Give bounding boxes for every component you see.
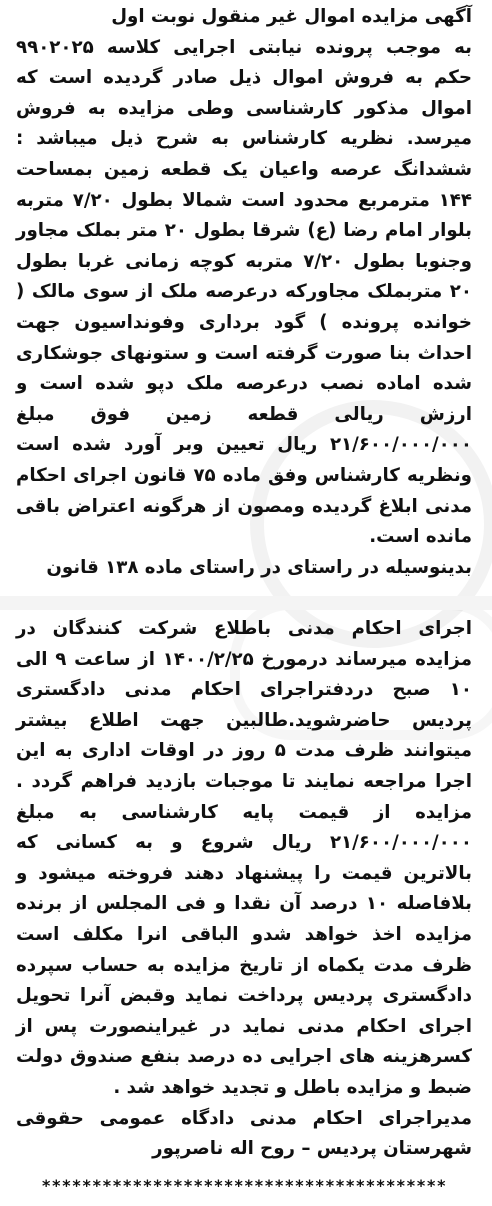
- footer-stars: ****************************************: [41, 1176, 447, 1195]
- notice-signature: مدیراجرای احکام مدنی دادگاه عمومی حقوقی شهرستان پردیس – روح اله ناصرپور: [16, 1107, 472, 1160]
- notice-column-top: [16, 2, 472, 583]
- notice-body-part-2: اجرای احکام مدنی باطلاع شرکت کنندگان در مزایده میرساند درمورخ ۱۴۰۰/۲/۲۵ از ساعت ۹ الی ۱۰ صبح دردفتراجرای احکام مدنی دادگستری پردیس حاضرشوید.طالبین جهت اطلاع بیشتر میتوانند ظرف مدت ۵ روز در اوقات اداری به این اجرا مراجعه نمایند تا موجبات بازدید فراهم گردد . مزایده از قیمت پایه کارشناسی به مبلغ ۲۱/۶۰۰/۰۰۰/۰۰۰ ریال شروع و به کسانی که بالاترین قیمت را پیشنهاد دهند فروخته میشود و بلافاصله ۱۰ درصد آن نقدا و فی المجلس از برنده مزایده اخذ خواهد شدو الباقی انرا مکلف است ظرف مدت یکماه از تاریخ مزایده به حساب سپرده دادگستری پردیس پرداخت نماید وقبض آنرا تحویل اجرای احکام مدنی نماید در غیراینصورت پس از کسرهزینه های اجرایی ده درصد بنفع صندوق دولت ضبط و مزایده باطل و تجدید خواهد شد .: [16, 618, 473, 1098]
- notice-title: آگهی مزایده اموال غیر منقول نوبت اول: [111, 6, 472, 27]
- notice-body-part-1: به موجب پرونده نیابتی اجرایی کلاسه ۹۹۰۲۰۲۵ حکم به فروش اموال ذیل صادر گردیده است که اموال مذکور کارشناسی وطی مزایده به فروش میرسد. نظریه کارشناس به شرح ذیل میباشد : ششدانگ عرصه واعیان یک قطعه زمین بمساحت ۱۴۴ مترمربع محدود است شمالا بطول ۷/۲۰ متربه بلوار امام رضا (ع) شرقا بطول ۲۰ متر بملک مجاور وجنوبا بطول ۷/۲۰ متربه کوچه زمانی غربا بطول ۲۰ متربملک مجاورکه درعرصه ملک از سوی مالک ( خوانده پرونده ) گود برداری وفونداسیون جهت احداث بنا صورت گرفته است و ستونهای جوشکاری شده اماده نصب درعرصه ملک دپو شده است و ارزش ریالی قطعه زمین فوق مبلغ ۲۱/۶۰۰/۰۰۰/۰۰۰ ریال تعیین وبر آورد شده است ونظریه کارشناس وفق ماده ۷۵ قانون اجرای احکام مدنی ابلاغ گردیده ومصون از هرگونه اعتراض باقی مانده است.: [16, 36, 472, 548]
- notice-body-part-2-start: بدینوسیله در راستای در راستای ماده ۱۳۸ قانون: [46, 556, 472, 578]
- column-break: [0, 596, 492, 610]
- notice-column-bottom: [16, 614, 472, 1165]
